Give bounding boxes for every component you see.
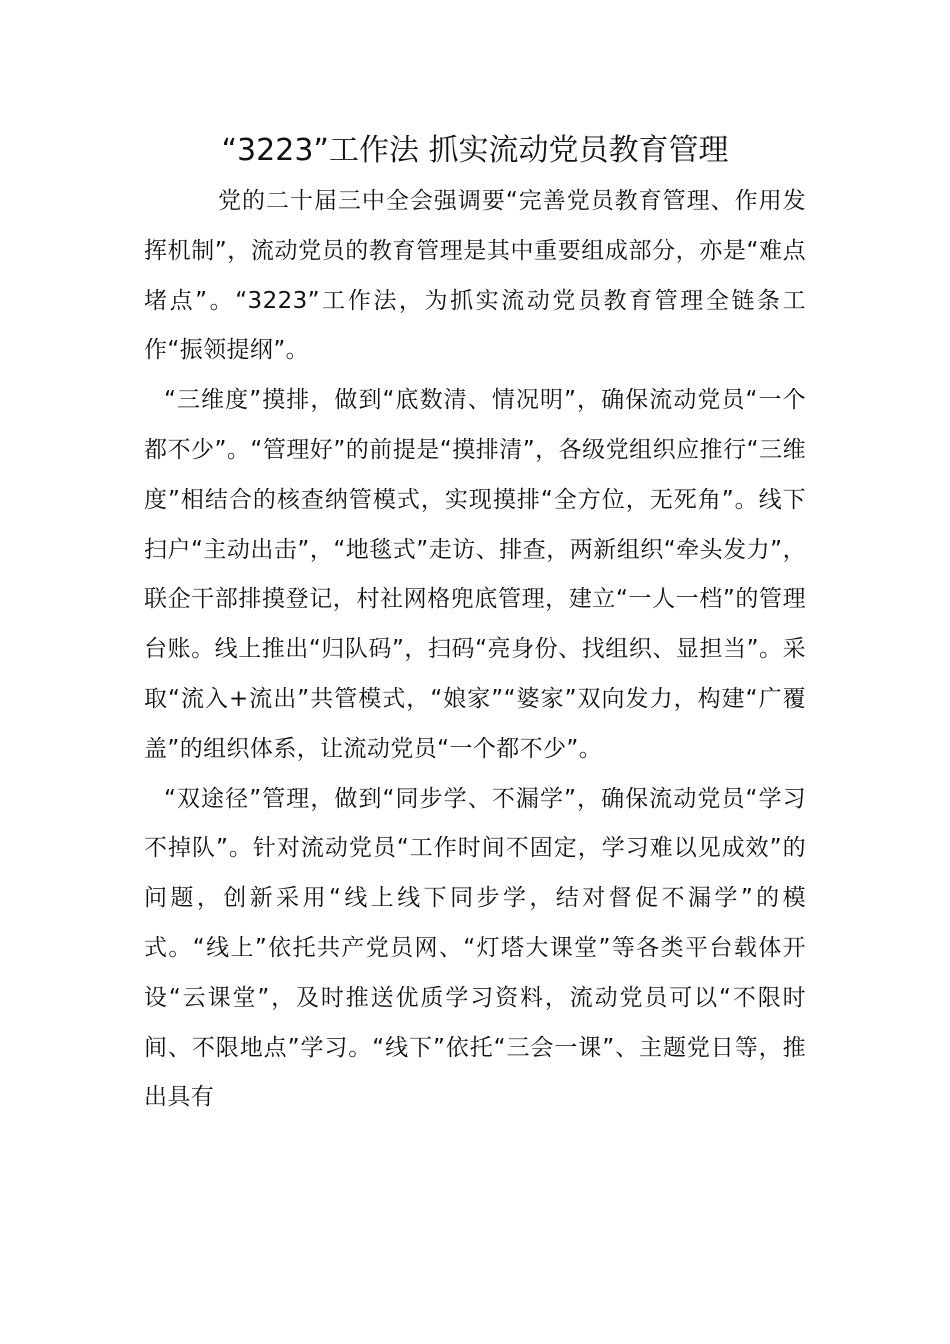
paragraph-intro: 党的二十届三中全会强调要“完善党员教育管理、作用发挥机制”，流动党员的教育管理是其中重要组成部分，亦是“难点堵点”。“3223”工作法，为抓实流动党员教育管理全链条工作“振领提纲”。 (144, 188, 806, 364)
paragraph-dual-approach: “双途径”管理，做到“同步学、不漏学”，确保流动党员“学习不掉队”。针对流动党员“工作时间不固定，学习难以见成效”的问题，创新采用“线上线下同步学，结对督促不漏学”的模式。“线上”依托共产党员网、“灯塔大课堂”等各类平台载体开设“云课堂”，及时推送优质学习资料，流动党员可以“不限时间、不限地点”学习。“线下”依托“三会一课”、主题党日等，推出具有 (144, 785, 806, 1111)
document-body (144, 177, 806, 1123)
paragraph-three-dimensions: “三维度”摸排，做到“底数清、情况明”，确保流动党员“一个都不少”。“管理好”的前提是“摸排清”，各级党组织应推行“三维度”相结合的核查纳管模式，实现摸排“全方位，无死角”。线下扫户“主动出击”，“地毯式”走访、排查，两新组织“牵头发力”，联企干部排摸登记，村社网格兜底管理，建立“一人一档”的管理台账。线上推出“归队码”，扫码“亮身份、找组织、显担当”。采取“流入+流出”共管模式，“娘家”“婆家”双向发力，构建“广覆盖”的组织体系，让流动党员“一个都不少”。 (144, 387, 806, 762)
document-title: “3223”工作法 抓实流动党员教育管理 (221, 133, 729, 168)
